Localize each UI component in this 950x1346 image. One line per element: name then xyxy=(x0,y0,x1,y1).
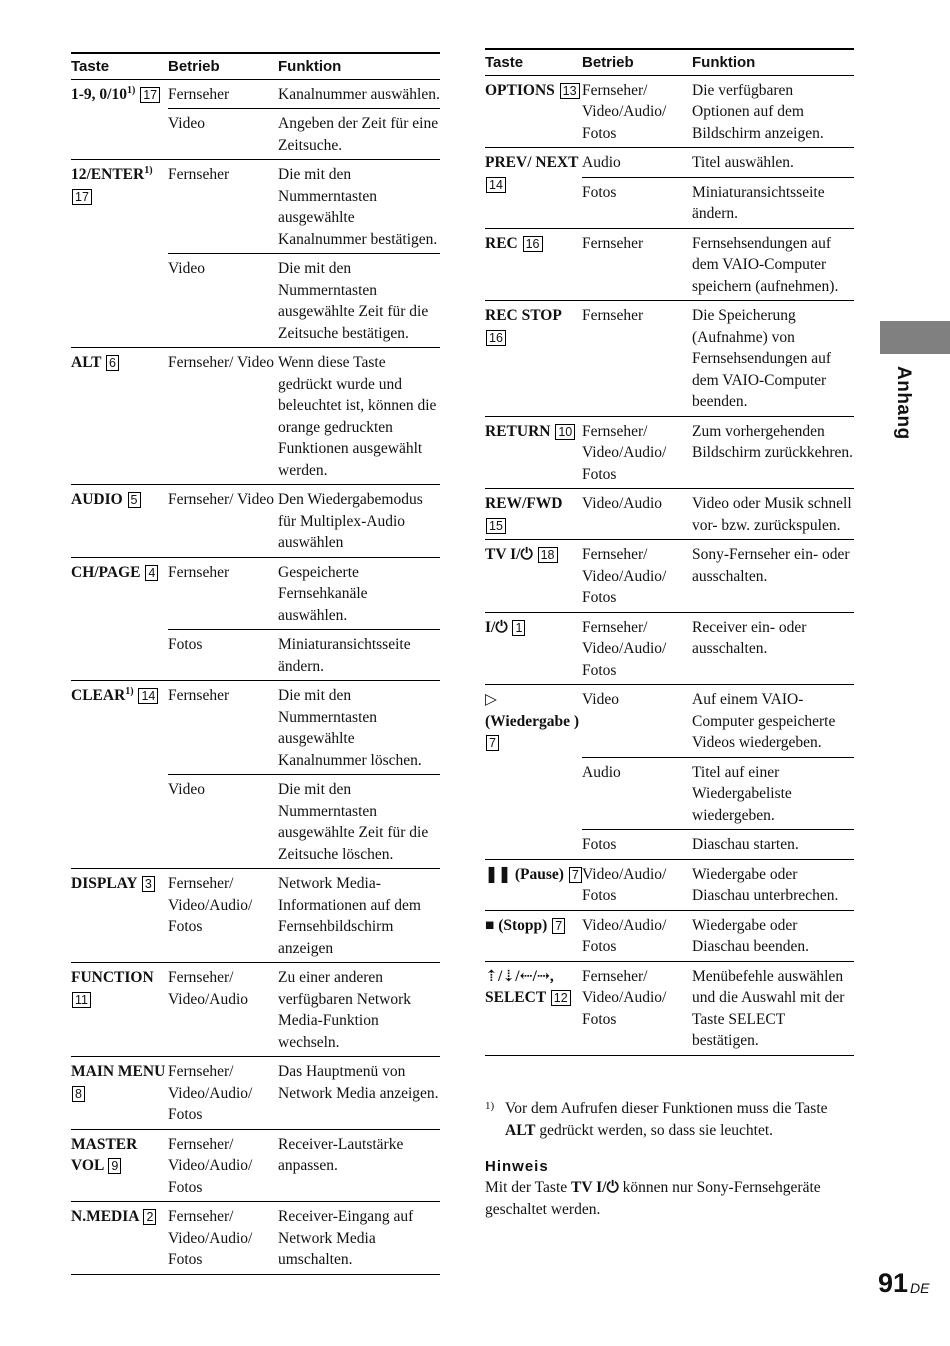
betrieb-cell: Video xyxy=(168,109,278,160)
betrieb-cell: Fernseher xyxy=(168,160,278,254)
table-row xyxy=(71,1057,440,1130)
table-row xyxy=(485,301,854,417)
funktion-cell: Miniaturansichtsseite ändern. xyxy=(692,177,854,228)
key-cell xyxy=(485,961,582,1055)
footnote-ref: 1) xyxy=(126,84,136,96)
betrieb-cell: Fernseher/ Video/Audio/ Fotos xyxy=(168,1202,278,1275)
key-name: ▷ (Wiedergabe ) xyxy=(485,691,579,730)
table-row xyxy=(485,75,854,148)
key-number-badge: 1 xyxy=(512,620,525,636)
betrieb-cell: Fernseher xyxy=(582,301,692,417)
key-number-badge: 5 xyxy=(128,492,141,508)
funktion-cell: Die Speicherung (Aufnahme) von Fernsehsendungen auf dem VAIO-Computer beenden. xyxy=(692,301,854,417)
footnote-text-part: Vor dem Aufrufen dieser Funktionen muss die Taste xyxy=(505,1100,828,1117)
left-column xyxy=(71,52,440,1275)
funktion-cell: Zum vorhergehenden Bildschirm zurückkehren. xyxy=(692,416,854,489)
betrieb-cell: Fotos xyxy=(168,630,278,681)
hinweis-text-part: Mit der Taste xyxy=(485,1179,572,1196)
key-name: I/⏻ xyxy=(485,618,508,636)
hinweis-text xyxy=(485,1177,855,1221)
funktion-cell: Das Hauptmenü von Network Media anzeigen. xyxy=(278,1057,440,1130)
key-number-badge: 6 xyxy=(106,355,119,371)
key-name: REC xyxy=(485,234,518,252)
key-name: ALT xyxy=(71,354,102,371)
betrieb-cell: Fernseher/ Video/Audio/ Fotos xyxy=(582,416,692,489)
key-cell xyxy=(485,859,582,910)
hinweis-heading: Hinweis xyxy=(485,1158,549,1175)
betrieb-cell: Video xyxy=(168,775,278,869)
key-cell xyxy=(71,79,168,160)
funktion-cell: Auf einem VAIO-Computer gespeicherte Videos wiedergeben. xyxy=(692,685,854,758)
key-name: REW/FWD xyxy=(485,495,563,512)
key-cell xyxy=(485,75,582,148)
betrieb-cell: Fotos xyxy=(582,177,692,228)
funktion-cell: Fernsehsendungen auf dem VAIO-Computer speichern (aufnehmen). xyxy=(692,228,854,301)
key-name: 1-9, 0/10 xyxy=(71,85,127,103)
key-cell xyxy=(71,557,168,681)
key-cell xyxy=(485,416,582,489)
key-number-badge: 7 xyxy=(486,735,499,751)
betrieb-cell: Audio xyxy=(582,148,692,178)
key-number-badge: 3 xyxy=(142,876,155,892)
betrieb-cell: Fernseher/ Video xyxy=(168,485,278,558)
table-row xyxy=(71,869,440,963)
table-row xyxy=(71,160,440,254)
footnote-mark: 1) xyxy=(485,1100,495,1112)
key-cell xyxy=(71,963,168,1057)
funktion-cell: Den Wiedergabemodus für Multiplex-Audio auswählen xyxy=(278,485,440,558)
key-cell xyxy=(71,1057,168,1130)
betrieb-cell: Fernseher/ Video/Audio/ Fotos xyxy=(582,540,692,613)
key-cell xyxy=(485,910,582,961)
funktion-cell: Gespeicherte Fernsehkanäle auswählen. xyxy=(278,557,440,630)
key-cell xyxy=(485,540,582,613)
key-number-badge: 16 xyxy=(486,330,506,346)
table-row xyxy=(485,685,854,758)
key-number-badge: 4 xyxy=(145,565,158,581)
table-row xyxy=(485,540,854,613)
footnote-text-part: gedrückt werden, so dass sie leuchtet. xyxy=(535,1122,774,1139)
table-row xyxy=(71,1202,440,1275)
betrieb-cell: Fernseher xyxy=(168,557,278,630)
footnote-bold-key: ALT xyxy=(505,1122,536,1139)
funktion-cell: Receiver-Lautstärke anpassen. xyxy=(278,1129,440,1202)
hinweis-bold-key: TV I/⏻ xyxy=(571,1179,619,1196)
header-funktion: Funktion xyxy=(692,49,854,75)
key-number-badge: 7 xyxy=(552,918,565,934)
key-name: CLEAR xyxy=(71,687,126,704)
table-row xyxy=(71,348,440,485)
funktion-cell: Die mit den Nummerntasten ausgewählte Zeit für die Zeitsuche löschen. xyxy=(278,775,440,869)
key-name: MAIN MENU xyxy=(71,1063,166,1080)
table-row xyxy=(71,1129,440,1202)
funktion-cell: Sony-Fernseher ein- oder ausschalten. xyxy=(692,540,854,613)
header-betrieb: Betrieb xyxy=(168,53,278,79)
key-name: FUNCTION xyxy=(71,969,154,986)
table-row xyxy=(485,612,854,685)
betrieb-cell: Fernseher/ Video/Audio/ Fotos xyxy=(582,961,692,1055)
funktion-cell: Wiedergabe oder Diaschau unterbrechen. xyxy=(692,859,854,910)
key-cell xyxy=(71,348,168,485)
header-betrieb: Betrieb xyxy=(582,49,692,75)
funktion-cell: Wiedergabe oder Diaschau beenden. xyxy=(692,910,854,961)
funktion-cell: Diaschau starten. xyxy=(692,830,854,860)
table-row xyxy=(485,489,854,540)
key-number-badge: 15 xyxy=(486,518,506,534)
key-cell xyxy=(485,612,582,685)
header-taste: Taste xyxy=(485,49,582,75)
betrieb-cell: Fotos xyxy=(582,830,692,860)
key-number-badge: 14 xyxy=(486,177,506,193)
key-name: ⇡/⇣/⇠/⇢, SELECT xyxy=(485,967,554,1006)
key-number-badge: 17 xyxy=(140,87,160,103)
betrieb-cell: Video xyxy=(582,685,692,758)
page-language-suffix: DE xyxy=(910,1280,930,1296)
table-header-row xyxy=(71,53,440,79)
key-number-badge: 13 xyxy=(560,83,580,99)
betrieb-cell: Fernseher xyxy=(582,228,692,301)
key-name: MASTER VOL xyxy=(71,1135,138,1174)
remote-keys-table-right xyxy=(485,48,854,1056)
key-number-badge: 9 xyxy=(108,1158,121,1174)
funktion-cell: Receiver ein- oder ausschalten. xyxy=(692,612,854,685)
table-row xyxy=(71,485,440,558)
key-name: REC STOP xyxy=(485,307,561,324)
table-header-row xyxy=(485,49,854,75)
header-funktion: Funktion xyxy=(278,53,440,79)
footnote-ref: 1) xyxy=(125,685,134,697)
key-cell xyxy=(485,148,582,229)
funktion-cell: Menübefehle auswählen und die Auswahl mit der Taste SELECT bestätigen. xyxy=(692,961,854,1055)
table-row xyxy=(71,963,440,1057)
footnote-text xyxy=(505,1098,855,1142)
key-name: RETURN xyxy=(485,422,551,440)
betrieb-cell: Fernseher xyxy=(168,681,278,775)
key-number-badge: 11 xyxy=(72,992,91,1008)
betrieb-cell: Video xyxy=(168,254,278,348)
betrieb-cell: Fernseher/ Video/Audio/ Fotos xyxy=(582,81,667,142)
right-column xyxy=(485,48,854,1056)
key-number-badge: 8 xyxy=(72,1086,85,1102)
key-name: N.MEDIA xyxy=(71,1208,139,1225)
key-cell xyxy=(71,681,168,869)
table-row xyxy=(485,910,854,961)
table-row xyxy=(485,859,854,910)
key-name: AUDIO xyxy=(71,491,123,508)
key-number-badge: 10 xyxy=(555,424,575,440)
key-cell xyxy=(71,1129,168,1202)
footnote xyxy=(485,1098,855,1142)
funktion-cell: Miniaturansichtsseite ändern. xyxy=(278,630,440,681)
betrieb-cell: Fernseher xyxy=(168,85,230,103)
table-row xyxy=(485,416,854,489)
key-name: OPTIONS xyxy=(485,81,555,99)
key-name: CH/PAGE xyxy=(71,563,141,581)
funktion-cell: Die mit den Nummerntasten ausgewählte Kanalnummer löschen. xyxy=(278,681,440,775)
table-row xyxy=(71,557,440,630)
page-number: 91 xyxy=(878,1268,909,1298)
funktion-cell: Wenn diese Taste gedrückt wurde und beleuchtet ist, können die orange gedruckten Funktionen ausgewählt werden. xyxy=(278,348,440,485)
key-name: ❚❚ (Pause) xyxy=(485,865,564,883)
table-row xyxy=(71,681,440,775)
key-cell xyxy=(71,869,168,963)
betrieb-cell: Fernseher/ Video xyxy=(168,348,278,485)
funktion-cell: Die mit den Nummerntasten ausgewählte Zeit für die Zeitsuche bestätigen. xyxy=(278,254,440,348)
key-cell xyxy=(71,160,168,348)
key-number-badge: 18 xyxy=(538,547,558,563)
key-cell xyxy=(485,489,582,540)
key-number-badge: 14 xyxy=(138,688,158,704)
betrieb-cell: Fernseher/ Video/Audio/ Fotos xyxy=(168,869,278,963)
key-cell xyxy=(485,301,582,417)
hinweis-text-part: können nur Sony-Fernsehgeräte geschaltet werden. xyxy=(485,1179,821,1218)
betrieb-cell: Video/Audio xyxy=(582,489,692,540)
key-cell xyxy=(485,228,582,301)
funktion-cell: Zu einer anderen verfügbaren Network Media-Funktion wechseln. xyxy=(278,963,440,1057)
section-tab-marker xyxy=(880,321,950,354)
funktion-cell: Die mit den Nummerntasten ausgewählte Kanalnummer bestätigen. xyxy=(278,160,440,254)
key-number-badge: 16 xyxy=(523,236,543,252)
funktion-cell: Network Media-Informationen auf dem Fernsehbildschirm anzeigen xyxy=(278,869,440,963)
key-name: ■ (Stopp) xyxy=(485,916,548,934)
key-number-badge: 2 xyxy=(143,1209,156,1225)
funktion-cell: Titel auswählen. xyxy=(692,148,854,178)
table-row xyxy=(485,148,854,178)
funktion-cell: Titel auf einer Wiedergabeliste wiedergeben. xyxy=(692,757,854,830)
funktion-cell: Kanalnummer auswählen. xyxy=(278,85,440,103)
table-body-left xyxy=(71,79,440,1274)
key-name: TV I/⏻ xyxy=(485,546,533,563)
funktion-cell: Video oder Musik schnell vor- bzw. zurückspulen. xyxy=(692,489,854,540)
key-cell xyxy=(71,1202,168,1275)
table-row xyxy=(485,228,854,301)
betrieb-cell: Video/Audio/ Fotos xyxy=(582,910,692,961)
header-taste: Taste xyxy=(71,53,168,79)
table-row xyxy=(71,79,440,109)
funktion-cell: Angeben der Zeit für eine Zeitsuche. xyxy=(278,109,440,160)
funktion-cell: Receiver-Eingang auf Network Media umschalten. xyxy=(278,1202,440,1275)
key-name: PREV/ NEXT xyxy=(485,154,579,171)
key-number-badge: 12 xyxy=(551,990,571,1006)
section-label: Anhang xyxy=(893,366,914,440)
funktion-cell: Die verfügbaren Optionen auf dem Bildschirm anzeigen. xyxy=(692,81,824,142)
key-cell xyxy=(71,485,168,558)
betrieb-cell: Fernseher/ Video/Audio xyxy=(168,963,278,1057)
betrieb-cell: Fernseher/ Video/Audio/ Fotos xyxy=(168,1057,278,1130)
remote-keys-table-left xyxy=(71,52,440,1275)
betrieb-cell: Video/Audio/ Fotos xyxy=(582,859,692,910)
key-name: DISPLAY xyxy=(71,875,138,892)
key-number-badge: 7 xyxy=(569,867,582,883)
table-row xyxy=(485,961,854,1055)
key-name: 12/ENTER xyxy=(71,166,145,183)
key-number-badge: 17 xyxy=(72,189,92,205)
betrieb-cell: Fernseher/ Video/Audio/ Fotos xyxy=(168,1129,278,1202)
betrieb-cell: Fernseher/ Video/Audio/ Fotos xyxy=(582,612,692,685)
table-body-right xyxy=(485,75,854,1055)
footnote-ref: 1) xyxy=(144,164,153,176)
key-cell xyxy=(485,685,582,860)
betrieb-cell: Audio xyxy=(582,757,692,830)
